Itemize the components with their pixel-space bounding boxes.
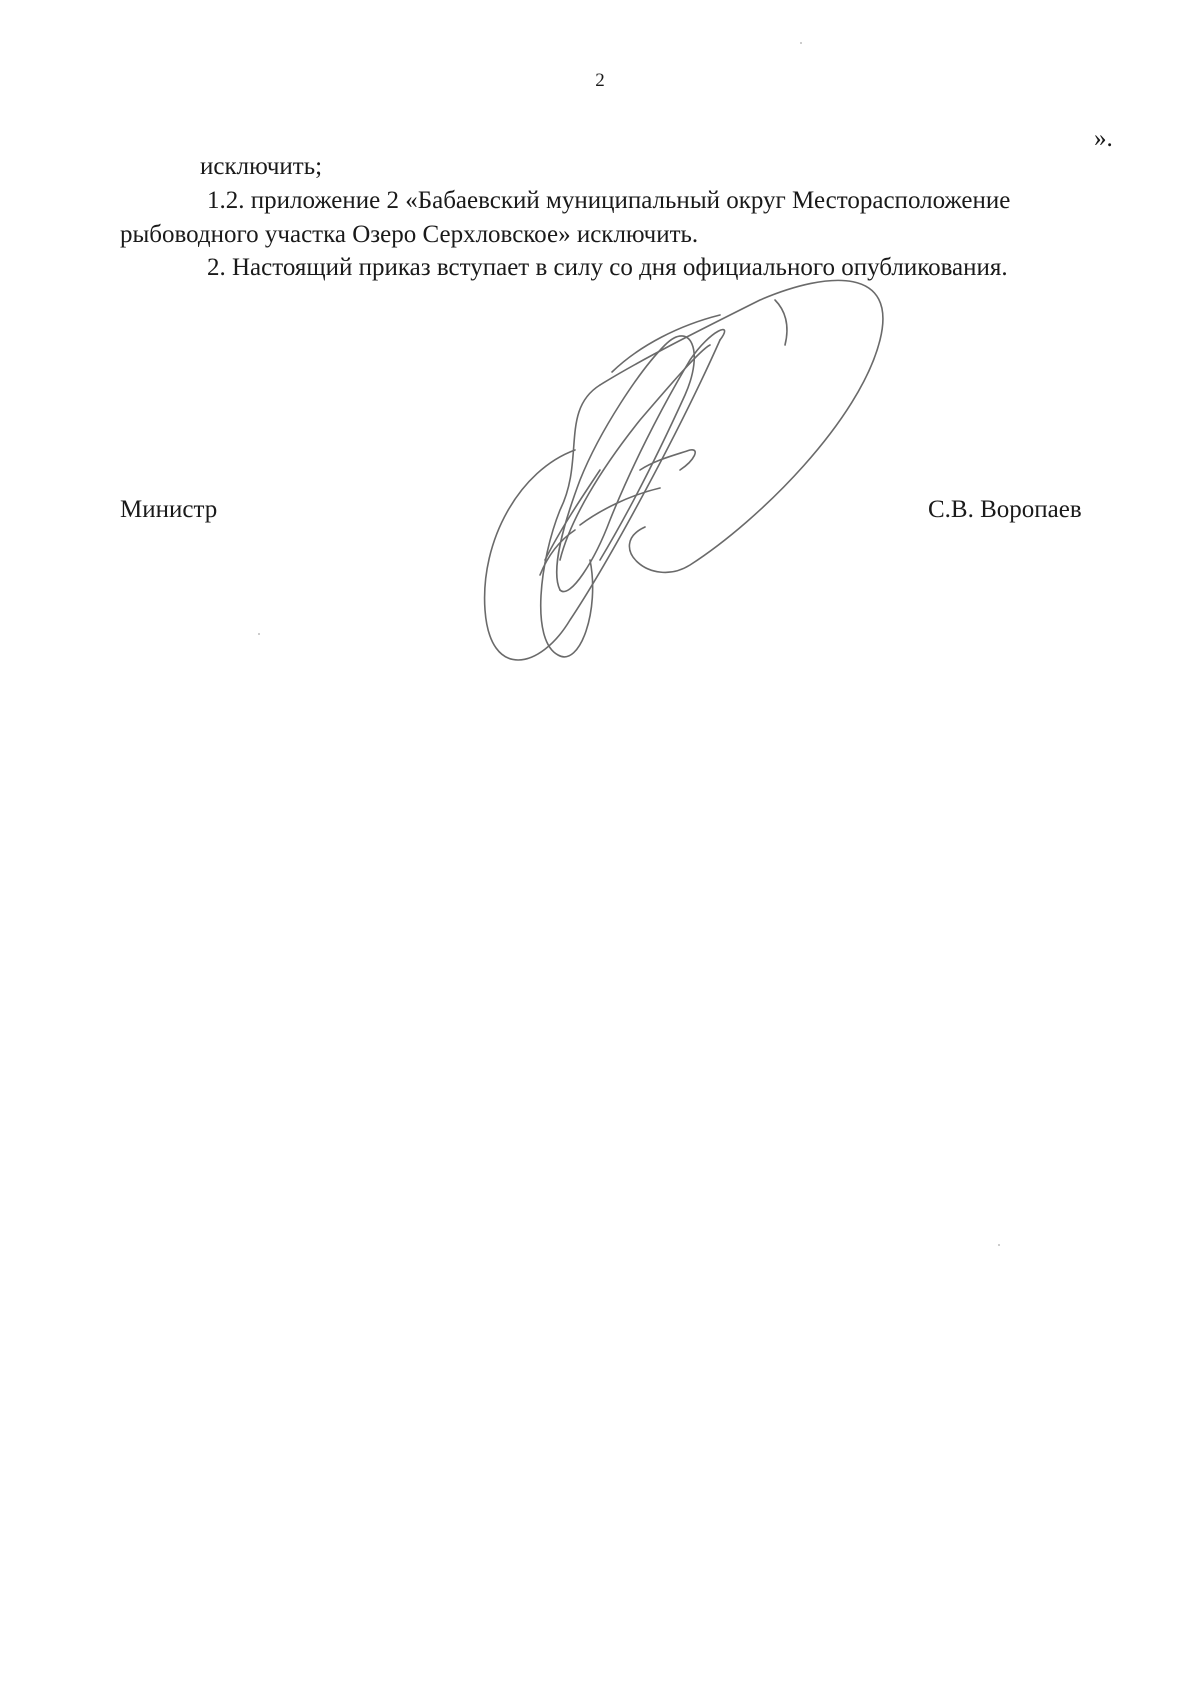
page-number: 2 bbox=[595, 70, 605, 91]
signer-name: С.В. Воропаев bbox=[928, 496, 1082, 523]
scan-speck bbox=[258, 633, 260, 635]
scan-speck bbox=[800, 42, 802, 44]
signer-title: Министр bbox=[120, 496, 218, 523]
handwritten-signature bbox=[0, 0, 1200, 720]
closing-quote: ». bbox=[1094, 125, 1113, 152]
scan-speck bbox=[998, 1244, 1000, 1246]
body-line-item-1-2: 1.2. приложение 2 «Бабаевский муниципальный округ Месторасположение bbox=[207, 187, 1011, 214]
body-line-item-1-2-continued: рыбоводного участка Озеро Серхловское» исключить. bbox=[120, 221, 699, 248]
body-line-item-2: 2. Настоящий приказ вступает в силу со дня официального опубликования. bbox=[207, 254, 1008, 281]
body-line-exclude: исключить; bbox=[200, 153, 323, 180]
